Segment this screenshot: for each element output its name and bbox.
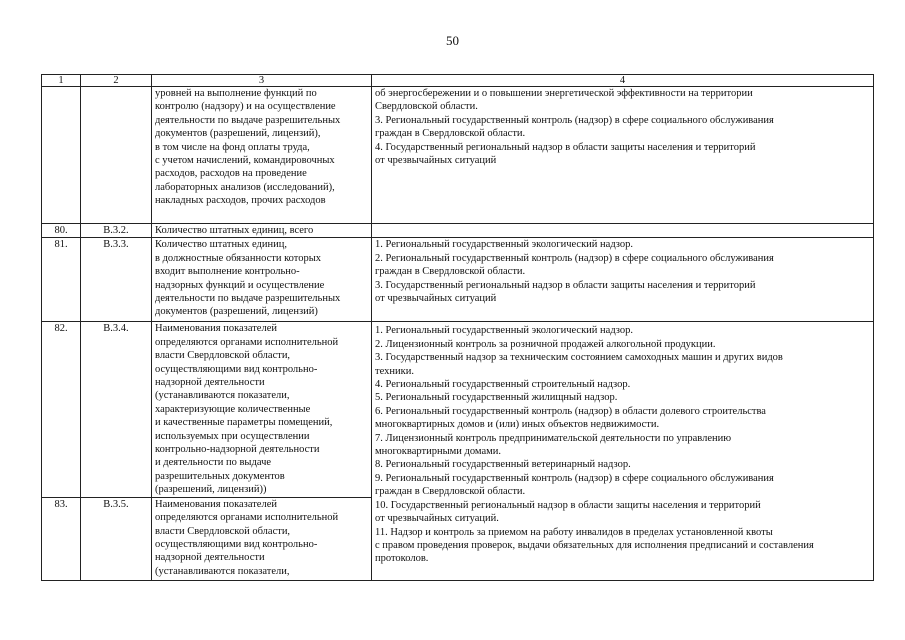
indicator-description: Наименования показателей определяются органами исполнительной власти Свердловской области, осуществляющими вид контрольно- надзорной деятельности (устанавливаются показатели,: [152, 497, 372, 580]
column-header-1: 1: [42, 75, 81, 87]
page-number: 50: [446, 33, 459, 48]
row-number: 83.: [42, 497, 81, 580]
control-types-list: 1. Региональный государственный экологический надзор. 2. Региональный государственный контроль (надзор) в сфере социального обслуживания граждан в Свердловской области. 3. Государственный региональный надзор в области защиты населения и территорий от чрезвычайных ситуаций: [372, 238, 874, 322]
control-types-list: 1. Региональный государственный экологический надзор. 2. Лицензионный контроль за розничной продажей алкогольной продукции. 3. Государственный надзор за техническим состоянием самоходных машин и других видов техники. 4. Региональный государственный строительный надзор. 5. Региональный государственный жилищный надзор. 6. Региональный государственный контроль (надзор) в области долевого строительства многоквартирных домов и (или) иных объектов недвижимости. 7. Лицензионный контроль предпринимательской деятельности по управлению многоквартирными домами. 8. Региональный государственный ветеринарный надзор. 9. Региональный государственный контроль (надзор) в сфере социального обслуживания граждан в Свердловской области. 10. Государственный региональный надзор в области защиты населения и территорий от чрезвычайных ситуаций. 11. Надзор и контроль за приемом на работу инвалидов в пределах установленной квоты с правом проведения проверок, выдачи обязательных для исполнения предписаний и составления протоколов.: [372, 322, 874, 580]
row-number: 82.: [42, 322, 81, 497]
control-types-list: [372, 224, 874, 238]
indicator-code: [81, 87, 152, 224]
row-number: 80.: [42, 224, 81, 238]
indicator-code: В.3.3.: [81, 238, 152, 322]
indicator-code: В.3.2.: [81, 224, 152, 238]
row-number: 81.: [42, 238, 81, 322]
indicator-description: Количество штатных единиц, в должностные обязанности которых входит выполнение контрольно- надзорных функций и осуществление деятельности по выдаче разрешительных документов (разрешений, лицензий): [152, 238, 372, 322]
column-header-3: 3: [152, 75, 372, 87]
column-header-2: 2: [81, 75, 152, 87]
indicator-code: В.3.5.: [81, 497, 152, 580]
table-row: [42, 224, 874, 238]
control-types-list: об энергосбережении и о повышении энергетической эффективности на территории Свердловской области. 3. Региональный государственный контроль (надзор) в сфере социального обслуживания граждан в Свердловской области. 4. Государственный региональный надзор в области защиты населения и территорий от чрезвычайных ситуаций: [372, 87, 874, 224]
table-row: [42, 238, 874, 322]
indicators-table: [41, 74, 874, 581]
column-header-4: 4: [372, 75, 874, 87]
table-header-row: [42, 75, 874, 87]
indicator-code: В.3.4.: [81, 322, 152, 497]
table-row: [42, 322, 874, 497]
indicator-description: уровней на выполнение функций по контролю (надзору) и на осуществление деятельности по выдаче разрешительных документов (разрешений, лицензий), в том числе на фонд оплаты труда, с учетом начислений, командировочных расходов, расходов на проведение лабораторных анализов (исследований), накладных расходов, прочих расходов: [152, 87, 372, 224]
table-row: [42, 87, 874, 224]
indicator-description: Наименования показателей определяются органами исполнительной власти Свердловской области, осуществляющими вид контрольно- надзорной деятельности (устанавливаются показатели, характеризующие количественные и качественные параметры помещений, используемых при осуществлении контрольно-надзорной деятельности и деятельности по выдаче разрешительных документов (разрешений, лицензий)): [152, 322, 372, 497]
row-number: [42, 87, 81, 224]
indicator-description: Количество штатных единиц, всего: [152, 224, 372, 238]
